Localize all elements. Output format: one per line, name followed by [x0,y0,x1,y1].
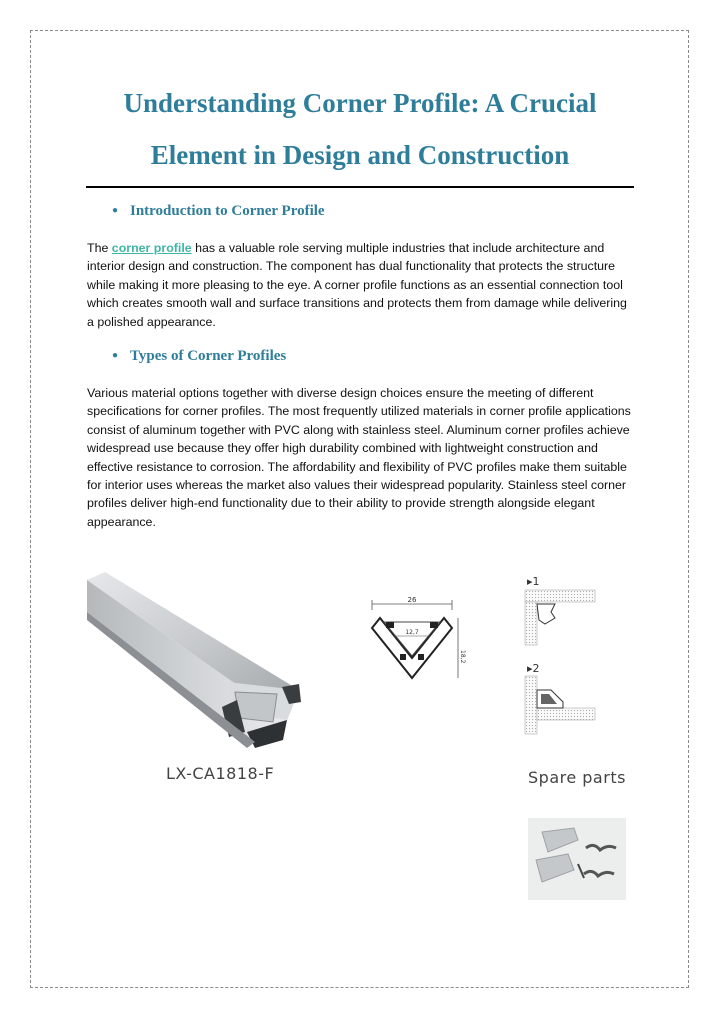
spare-parts-photo [528,818,626,900]
mount-label-2-text: 2 [532,662,540,675]
mount-diagram-1 [525,590,595,645]
paragraph-text-rest: has a valuable role serving multiple industries that include architecture and interior design and construction. The component has dual functionality that protects the structure while making it more pleasing to the eye. A corner profile functions as an essential connection tool which creates smooth wall and surface transitions and protects them from damage while delivering a polished appearance. [87,241,627,329]
section-heading-introduction [112,202,325,220]
paragraph-text-start: The [87,241,112,255]
title-line-1: Understanding Corner Profile: A Crucial [123,88,597,118]
dim-width-label: 26 [407,596,417,604]
section-heading-types [112,347,286,365]
title-divider [86,186,634,188]
aluminum-profile-photo [87,572,317,752]
dim-inner-label: 12,7 [405,629,419,636]
bullet-icon: ● [112,350,119,361]
paragraph-types: Various material options together with diverse design choices ensure the meeting of different specifications for corner profiles. The most frequently utilized materials in corner profile applications consist of aluminum together with PVC along with stainless steel. Aluminum corner profiles achieve widespread use because they offer high durability combined with lightweight construction and effective resistance to corrosion. The affordability and flexibility of PVC profiles make them suitable for interior uses whereas the market also values their widespread popularity. Stainless steel corner profiles deliver high-end functionality due to their ability to provide strength alongside elegant appearance. [87,386,631,529]
spare-parts-label: Spare parts [528,768,626,787]
corner-profile-link[interactable]: corner profile [111,241,192,255]
dimension-drawing [364,592,464,692]
mount-label-2: ▸2 [527,662,540,675]
product-code-label: LX-CA1818-F [166,764,275,783]
mount-label-1: ▸1 [527,575,540,588]
dim-height-label: 18,2 [459,650,466,664]
paragraph-introduction [87,239,635,331]
mount-label-1-text: 1 [532,575,540,588]
mount-diagram-2 [525,676,595,734]
section-heading-text: Introduction to Corner Profile [130,203,325,219]
bullet-icon: ● [112,205,119,216]
section-heading-text: Types of Corner Profiles [130,348,287,364]
title-line-2: Element in Design and Construction [150,140,570,170]
